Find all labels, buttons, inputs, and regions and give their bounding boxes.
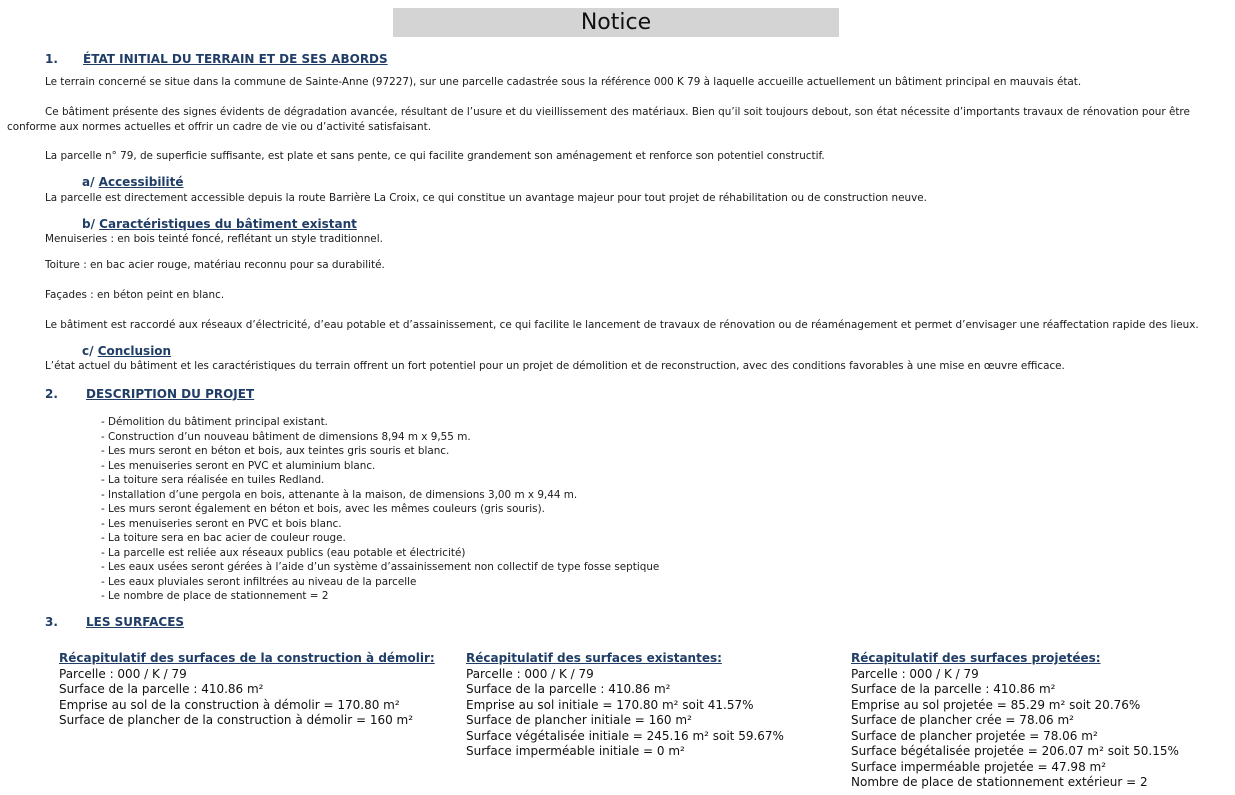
facades-text: Façades : en béton peint en blanc. [45, 289, 225, 301]
subsection-b-prefix: b/ [82, 217, 95, 231]
list-item: - Installation d’une pergola en bois, attenante à la maison, de dimensions 3,00 m x 9,44 m. [101, 488, 578, 501]
demolition-line: Emprise au sol de la construction à démolir = 170.80 m² [59, 697, 400, 712]
section-1-title: ÉTAT INITIAL DU TERRAIN ET DE SES ABORDS [83, 52, 388, 66]
section-3-heading [45, 615, 184, 629]
existing-line: Surface imperméable initiale = 0 m² [466, 744, 685, 758]
projected-line: Nombre de place de stationnement extérieur = 2 [851, 775, 1148, 789]
projected-heading: Récapitulatif des surfaces projetées: [851, 651, 1101, 665]
subsection-a-title: Accessibilité [98, 175, 184, 189]
section-2-title: DESCRIPTION DU PROJET [86, 387, 255, 401]
existing-heading: Récapitulatif des surfaces existantes: [466, 651, 722, 665]
projected-line: Surface de plancher crée = 78.06 m² [851, 713, 1074, 727]
subsection-c-heading [82, 344, 171, 358]
list-item: - La toiture sera en bac acier de couleur rouge. [101, 532, 346, 544]
section-2-heading [45, 387, 254, 401]
section-2-number: 2. [45, 387, 58, 401]
subsection-b-heading [82, 217, 357, 231]
existing-line: Emprise au sol initiale = 170.80 m² soit 41.57% [466, 697, 754, 712]
existing-line: Surface de plancher initiale = 160 m² [466, 713, 692, 727]
existing-line: Surface végétalisée initiale = 245.16 m² soit 59.67% [466, 728, 784, 743]
projected-line: Surface bégétalisée projetée = 206.07 m² soit 50.15% [851, 744, 1179, 758]
list-item: - Les eaux usées seront gérées à l’aide d’un système d’assainissement non collectif de type fosse septique [101, 561, 660, 573]
projected-line: Surface de plancher projetée = 78.06 m² [851, 728, 1098, 743]
projected-line: Surface de la parcelle : 410.86 m² [851, 682, 1056, 696]
section-3-title: LES SURFACES [86, 615, 185, 629]
list-item: - Construction d’un nouveau bâtiment de dimensions 8,94 m x 9,55 m. [101, 430, 471, 443]
toiture-text: Toiture : en bac acier rouge, matériau reconnu pour sa durabilité. [45, 259, 385, 271]
section-1-paragraph-1: Le terrain concerné se situe dans la commune de Sainte-Anne (97227), sur une parcelle cadastrée sous la référence 000 K 79 à laquelle accueille actuellement un bâtiment principal en mauvais état. [45, 76, 1082, 88]
list-item: - Démolition du bâtiment principal existant. [101, 416, 328, 428]
reseaux-text: Le bâtiment est raccordé aux réseaux d’électricité, d’eau potable et d’assainissement, ce qui facilite le lancement de travaux de rénovation ou de réaménagement et permet d’envisager une réaffectation rapide des lieux. [45, 319, 1199, 331]
demolition-line: Surface de plancher de la construction à démolir = 160 m² [59, 713, 414, 727]
section-1-paragraph-3: La parcelle n° 79, de superficie suffisante, est plate et sans pente, ce qui facilite grandement son aménagement et renforce son potentiel constructif. [45, 150, 825, 162]
conclusion-text: L’état actuel du bâtiment et les caractéristiques du terrain offrent un fort potentiel pour un projet de démolition et de reconstruction, avec des conditions favorables à une mise en œuvre efficace. [45, 360, 1065, 372]
section-1-paragraph-2a: Ce bâtiment présente des signes évidents de dégradation avancée, résultant de l’usure et du vieillissement des matériaux. Bien qu’il soit toujours debout, son état nécessite d’importants travaux de rénovation pour être [45, 106, 1190, 118]
list-item: - La toiture sera réalisée en tuiles Redland. [101, 474, 325, 486]
subsection-a-heading [82, 175, 184, 189]
section-1-number: 1. [45, 52, 58, 66]
list-item: - Le nombre de place de stationnement = 2 [101, 590, 329, 602]
menuiseries-text: Menuiseries : en bois teinté foncé, reflétant un style traditionnel. [45, 233, 383, 245]
list-item: - Les menuiseries seront en PVC et aluminium blanc. [101, 459, 376, 472]
existing-line: Parcelle : 000 / K / 79 [466, 666, 594, 681]
demolition-line: Parcelle : 000 / K / 79 [59, 666, 187, 681]
projected-line: Parcelle : 000 / K / 79 [851, 666, 979, 681]
accessibility-text: La parcelle est directement accessible depuis la route Barrière La Croix, ce qui constitue un avantage majeur pour tout projet de réhabilitation ou de construction neuve. [45, 192, 927, 204]
section-3-number: 3. [45, 615, 58, 629]
list-item: - Les murs seront également en béton et bois, avec les mêmes couleurs (gris souris). [101, 503, 545, 515]
surfaces-projected-column [851, 651, 1179, 791]
surfaces-demolition-column [59, 651, 435, 729]
surfaces-existing-column [466, 651, 784, 760]
subsection-c-title: Conclusion [97, 344, 172, 358]
list-item: - Les murs seront en béton et bois, aux teintes gris souris et blanc. [101, 445, 450, 457]
section-1-heading [45, 52, 388, 66]
existing-line: Surface de la parcelle : 410.86 m² [466, 682, 671, 696]
subsection-b-title: Caractéristiques du bâtiment existant [99, 217, 357, 231]
projected-line: Surface imperméable projetée = 47.98 m² [851, 759, 1107, 774]
demolition-heading: Récapitulatif des surfaces de la construction à démolir: [59, 651, 435, 665]
subsection-c-prefix: c/ [82, 344, 94, 358]
projected-line: Emprise au sol projetée = 85.29 m² soit 20.76% [851, 697, 1141, 712]
project-description-list [101, 415, 659, 604]
demolition-line: Surface de la parcelle : 410.86 m² [59, 682, 264, 696]
list-item: - La parcelle est reliée aux réseaux publics (eau potable et électricité) [101, 546, 466, 559]
subsection-a-prefix: a/ [82, 175, 95, 189]
list-item: - Les menuiseries seront en PVC et bois blanc. [101, 517, 342, 530]
list-item: - Les eaux pluviales seront infiltrées au niveau de la parcelle [101, 575, 417, 588]
page-title: Notice [393, 8, 839, 37]
section-1-paragraph-2b: conforme aux normes actuelles et offrir un cadre de vie ou d’activité satisfaisant. [7, 121, 431, 133]
